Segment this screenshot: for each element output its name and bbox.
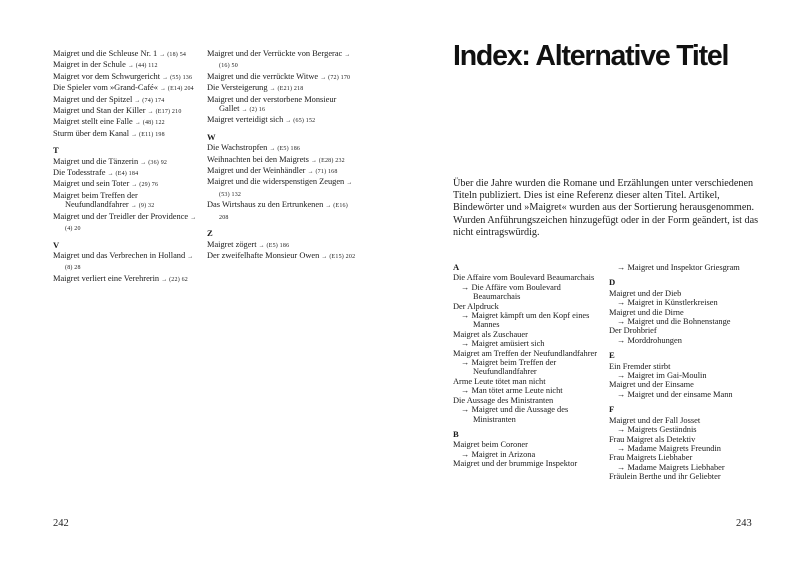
index-column-3 — [453, 263, 603, 469]
entry-title: Maigret als Zuschauer — [453, 329, 528, 339]
entry-reference: → (44) 112 — [127, 63, 158, 70]
intro-text: Über die Jahre wurden die Romane und Erzählungen unter verschiedenen Titeln publiziert. Dies ist eine Referenz dieser alten Titel. Artikel, Bindewörter und »Maigret« wurden aus der Sortierung herausgenommen. Wurden Anführungszeichen hinzugefügt oder in der Form geändert, ist das nicht eintragswürdig. — [453, 178, 759, 238]
entry-title: Fräulein Berthe und ihr Geliebter — [609, 472, 721, 482]
entry-title: Maigret und die Tänzerin — [53, 156, 139, 166]
index-entry — [207, 177, 357, 200]
entry-title: Maigret und der verstorbene Monsieur Gallet — [207, 94, 337, 114]
entry-reference: → (36) 92 — [140, 159, 168, 166]
index-column-2 — [207, 49, 357, 262]
current-title: → Maigret und die Aussage des Ministranten — [461, 405, 569, 424]
index-entry — [53, 191, 201, 212]
entry-title: Weihnachten bei den Maigrets — [207, 154, 309, 164]
entry-reference: → (E16) 208 — [219, 203, 348, 221]
index-entry — [53, 60, 201, 71]
entry-title: Maigret und der Spitzel — [53, 94, 133, 104]
index-entry — [53, 95, 201, 106]
index-entry — [53, 168, 201, 179]
entry-reference: → (65) 152 — [285, 118, 316, 125]
index-entry — [453, 396, 603, 405]
index-entry — [453, 349, 603, 358]
entry-title: Maigret vor dem Schwurgericht — [53, 71, 161, 81]
letter-heading: Z — [207, 228, 213, 239]
entry-reference: → (E17) 210 — [147, 109, 182, 116]
entry-title: Maigret und der Dieb — [609, 288, 682, 298]
entry-title: Die Aussage des Ministranten — [453, 395, 554, 405]
index-entry — [453, 302, 603, 311]
index-entry — [53, 157, 201, 168]
index-entry — [609, 453, 759, 462]
index-entry — [453, 273, 603, 282]
entry-reference: → (E11) 198 — [131, 131, 165, 138]
entry-title: Die Todesstrafe — [53, 168, 106, 178]
index-entry — [609, 289, 759, 298]
entry-title: Sturm über dem Kanal — [53, 128, 130, 138]
entry-title: Maigret und der Weinhändler — [207, 166, 306, 176]
entry-title: Die Spieler vom »Grand-Café« — [53, 83, 158, 93]
letter-heading: V — [53, 239, 60, 250]
intro-paragraph — [453, 178, 767, 239]
entry-title: Die Affaire vom Boulevard Beaumarchais — [453, 273, 595, 283]
entry-reference: → (74) 174 — [134, 97, 165, 104]
index-entry — [53, 106, 201, 117]
index-entry — [207, 166, 357, 177]
index-entry — [207, 251, 357, 262]
index-entry — [207, 115, 357, 126]
letter-heading: B — [453, 428, 459, 439]
entry-title: Maigret und der brummige Inspektor — [453, 459, 578, 469]
entry-title: Ein Fremder stirbt — [609, 361, 671, 371]
current-title: → Maigret in Arizona — [461, 449, 536, 459]
entry-reference: → (53) 132 — [219, 180, 353, 198]
entry-title: Maigret und die Schleuse Nr. 1 — [53, 49, 158, 58]
index-entry — [53, 129, 201, 140]
entry-title: Das Wirtshaus zu den Ertrunkenen — [207, 200, 324, 210]
index-entry — [53, 83, 201, 94]
entry-title: Arme Leute tötet man nicht — [453, 376, 546, 386]
index-column-4 — [609, 263, 759, 482]
entry-reference: → (2) 16 — [241, 107, 266, 114]
entry-title: Maigret und Stan der Killer — [53, 106, 146, 116]
entry-title: Maigret und das Verbrechen in Holland — [53, 250, 186, 260]
entry-reference: → (55) 136 — [162, 74, 193, 81]
entry-title: Maigret beim Treffen der Neufundlandfahrer — [53, 190, 138, 210]
entry-title: Frau Maigrets Liebhaber — [609, 453, 693, 463]
index-entry — [453, 377, 603, 386]
entry-title: Maigret in der Schule — [53, 60, 126, 70]
entry-reference: → (E21) 218 — [269, 86, 304, 93]
page-number-left: 242 — [53, 518, 69, 529]
index-entry — [609, 435, 759, 444]
entry-reference: → (E28) 232 — [310, 157, 345, 164]
index-entry — [453, 330, 603, 339]
index-entry — [53, 117, 201, 128]
index-entry — [609, 380, 759, 389]
entry-title: Maigret und die widerspenstigen Zeugen — [207, 177, 345, 187]
entry-title: Die Wachstropfen — [207, 143, 268, 153]
entry-title: Die Versteigerung — [207, 83, 268, 93]
entry-title: Maigret verliert eine Verehrerin — [53, 273, 160, 283]
index-entry — [207, 95, 357, 116]
entry-title: Maigret und die Dirne — [609, 307, 684, 317]
entry-title: Maigret stellt eine Falle — [53, 117, 133, 127]
entry-title: Maigret beim Coroner — [453, 440, 528, 450]
current-title: → Maigret und der einsame Mann — [617, 389, 733, 399]
index-entry — [609, 416, 759, 425]
current-title: → Man tötet arme Leute nicht — [461, 386, 563, 396]
entry-reference: → (71) 168 — [307, 169, 338, 176]
current-title: → Morddrohungen — [617, 335, 682, 345]
letter-heading: F — [609, 404, 615, 415]
entry-reference: → (29) 76 — [131, 182, 159, 189]
index-entry — [207, 49, 357, 72]
index-entry — [609, 308, 759, 317]
index-entry — [207, 143, 357, 154]
letter-heading: D — [609, 277, 616, 288]
entry-title: Maigret und der Fall Josset — [609, 415, 701, 425]
current-title: → Madame Maigrets Freundin — [617, 443, 721, 453]
letter-heading: T — [53, 145, 59, 156]
entry-title: Maigret und sein Toter — [53, 179, 130, 189]
index-entry — [609, 472, 759, 481]
entry-reference: → (E5) 186 — [269, 146, 301, 153]
entry-title: Maigret zögert — [207, 239, 257, 249]
current-title: → Maigret und die Bohnenstange — [617, 317, 731, 327]
entry-reference: → (E4) 184 — [107, 171, 139, 178]
index-entry — [207, 72, 357, 83]
entry-title: Der Drohbrief — [609, 326, 657, 336]
entry-reference: → (48) 122 — [134, 120, 165, 127]
current-title: → Maigret beim Treffen der Neufundlandfahrer — [461, 358, 557, 377]
entry-reference: → (8) 28 — [65, 253, 194, 272]
entry-reference: → (72) 170 — [320, 74, 351, 81]
letter-heading: A — [453, 262, 460, 272]
entry-title: Der Alpdruck — [453, 301, 499, 311]
entry-reference: → (E14) 204 — [159, 86, 194, 93]
page-title: Index: Alternative Titel — [453, 40, 729, 72]
letter-heading: W — [207, 131, 216, 142]
entry-reference: → (E15) 202 — [321, 253, 356, 260]
entry-reference: → (18) 54 — [159, 52, 187, 58]
current-title: → Maigret und Inspektor Griesgram — [617, 263, 740, 272]
entry-title: Der zweifelhafte Monsieur Owen — [207, 250, 320, 260]
index-entry — [53, 212, 201, 235]
index-entry — [53, 72, 201, 83]
index-column-1 — [53, 49, 201, 285]
current-title: → Maigret kämpft um den Kopf eines Mannes — [461, 311, 590, 330]
entry-reference: → (E5) 186 — [258, 242, 290, 249]
current-title: → Maigrets Geständnis — [617, 425, 697, 435]
current-title: → Maigret in Künstlerkreisen — [617, 298, 718, 308]
index-entry — [453, 440, 603, 449]
current-title: → Die Affäre vom Boulevard Beaumarchais — [461, 282, 561, 302]
index-entry — [609, 362, 759, 371]
current-title: → Madame Maigrets Liebhaber — [617, 462, 725, 472]
current-title: → Maigret amüsiert sich — [461, 339, 545, 349]
index-entry — [53, 274, 201, 285]
entry-title: Maigret verteidigt sich — [207, 115, 284, 125]
index-entry — [207, 83, 357, 94]
page-number-right: 243 — [736, 518, 752, 529]
entry-title: Frau Maigret als Detektiv — [609, 434, 696, 444]
entry-title: Maigret und die verrückte Witwe — [207, 71, 319, 81]
index-entry — [207, 155, 357, 166]
entry-title: Maigret und der Einsame — [609, 380, 694, 390]
index-entry — [453, 459, 603, 468]
entry-title: Maigret und der Verrückte von Bergerac — [207, 49, 343, 58]
index-entry — [609, 326, 759, 335]
index-entry — [207, 240, 357, 251]
entry-reference: → (16) 50 — [219, 52, 351, 70]
index-entry — [53, 49, 201, 60]
letter-heading: E — [609, 350, 615, 361]
index-entry — [207, 200, 357, 223]
entry-title: Maigret und der Treidler der Providence — [53, 211, 189, 221]
entry-title: Maigret am Treffen der Neufundlandfahrer — [453, 348, 598, 358]
entry-reference: → (22) 62 — [161, 276, 188, 283]
index-entry — [53, 179, 201, 190]
entry-reference: → (9) 32 — [130, 203, 155, 210]
current-title: → Maigret im Gai-Moulin — [617, 371, 707, 381]
index-entry — [53, 251, 201, 274]
entry-reference: → (4) 20 — [65, 214, 197, 233]
